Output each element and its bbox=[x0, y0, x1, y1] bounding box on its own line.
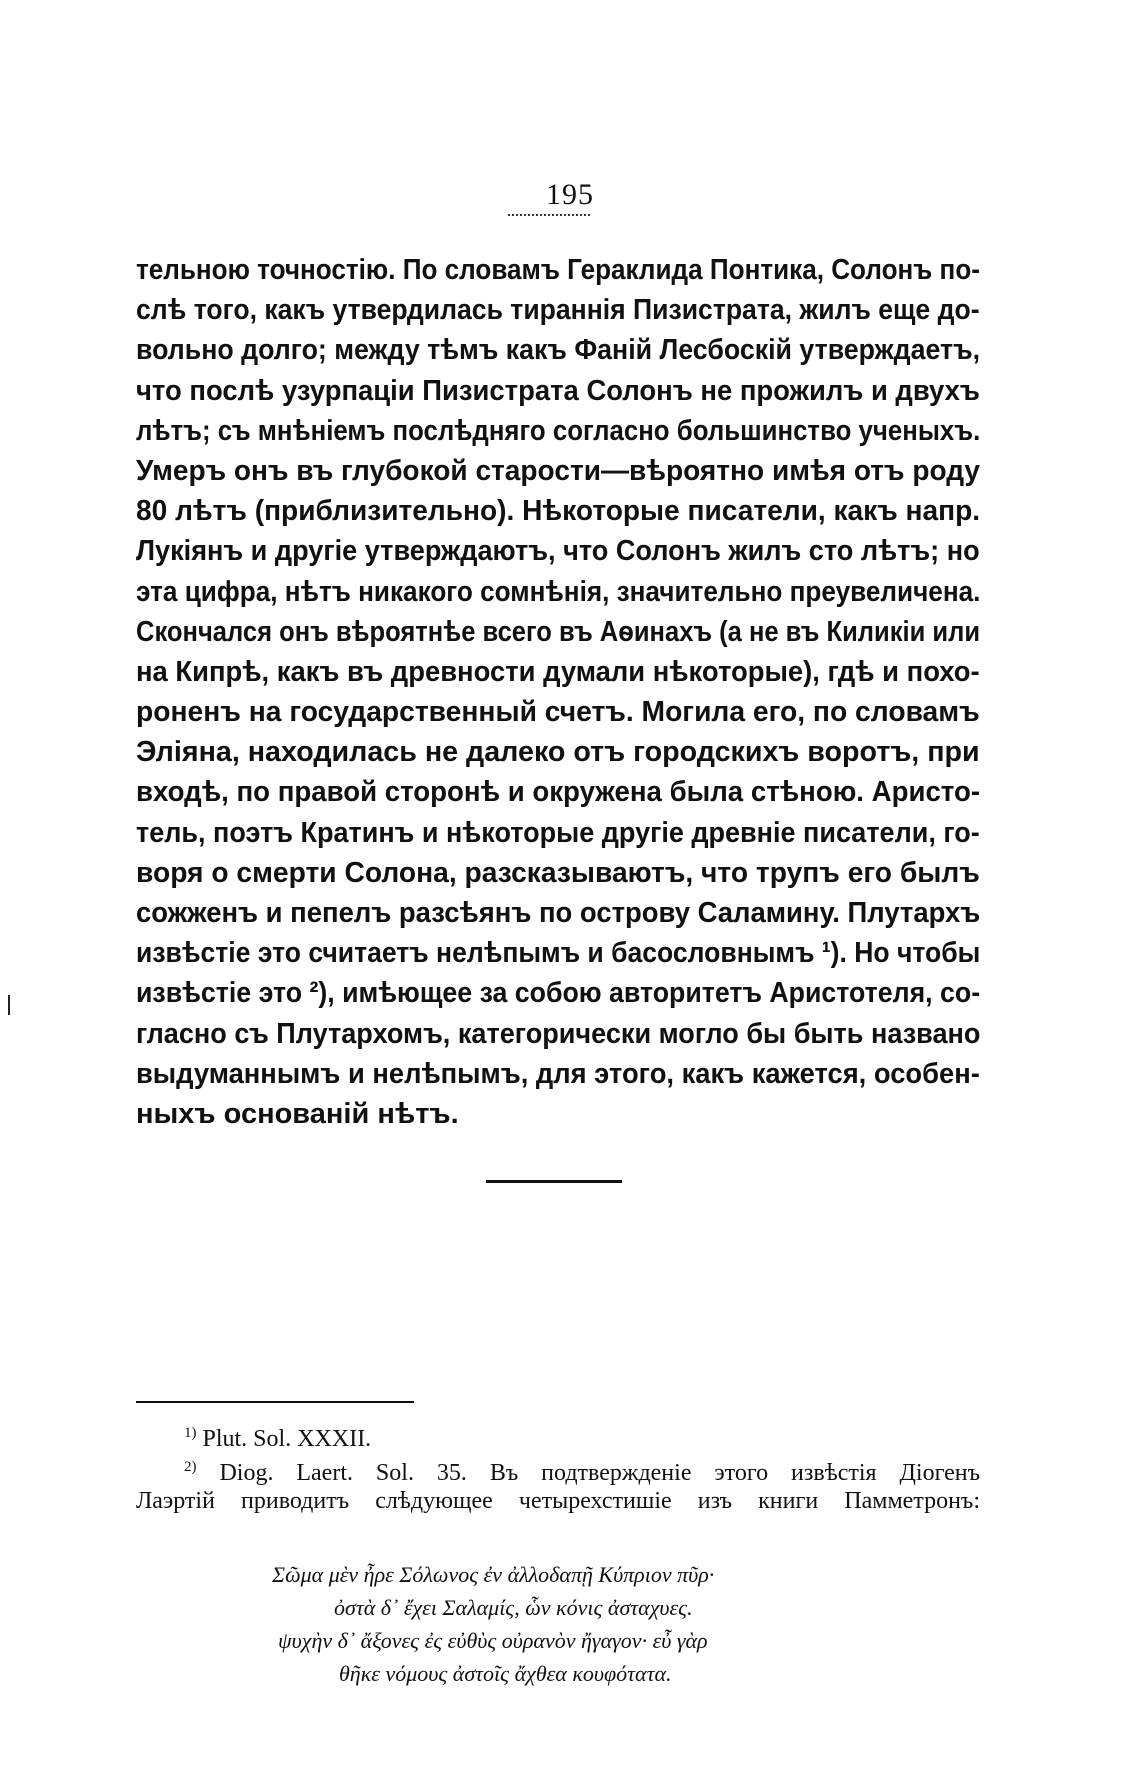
footnote-2-line-2: Лаэртій приводитъ слѣдующее четырехстишіе изъ книги Памметронъ: bbox=[136, 1488, 980, 1514]
body-line: сожженъ и пепелъ разсѣянъ по острову Саламину. Плутархъ bbox=[136, 897, 981, 929]
body-line: слѣ того, какъ утвердилась тираннія Пизистрата, жилъ еще до- bbox=[136, 294, 980, 327]
footnote-2-line-1 bbox=[136, 1450, 980, 1484]
greek-quotation bbox=[136, 1558, 980, 1690]
body-line: входѣ, по правой сторонѣ и окружена была стѣною. Аристо- bbox=[136, 776, 981, 809]
body-line: выдуманнымъ и нелѣпымъ, для этого, какъ кажется, особен- bbox=[136, 1057, 980, 1090]
body-line: роненъ на государственный счетъ. Могила его, по словамъ bbox=[136, 696, 980, 729]
section-end-rule bbox=[486, 1180, 622, 1183]
body-line: Скончался онъ вѣроятнѣе всего въ Аѳинахъ (а не въ Киликіи или bbox=[136, 615, 981, 648]
body-line: извѣстіе это считаетъ нелѣпымъ и басословнымъ ¹). Но чтобы bbox=[136, 937, 981, 970]
body-line: эта цифра, нѣтъ никакого сомнѣнія, значительно преувеличена. bbox=[136, 575, 981, 608]
footnote-separator bbox=[136, 1401, 414, 1403]
body-line: Эліяна, находилась не далеко отъ городскихъ воротъ, при bbox=[136, 736, 980, 769]
body-line: Лукіянъ и другіе утверждаютъ, что Солонъ жилъ сто лѣтъ; но bbox=[136, 535, 980, 568]
body-line: 80 лѣтъ (приблизительно). Нѣкоторые писатели, какъ напр. bbox=[136, 495, 981, 528]
body-line: Умеръ онъ въ глубокой старости—вѣроятно имѣя отъ роду bbox=[136, 454, 981, 487]
footnote-2-mark: 2) bbox=[184, 1459, 197, 1475]
footnotes bbox=[136, 1416, 980, 1518]
greek-verse: ὀστὰ δ᾽ ἔχει Σαλαμίς, ὧν κόνις ἀσταχυες. bbox=[334, 1595, 693, 1620]
body-line: тель, поэтъ Кратинъ и нѣкоторые другіе древніе писатели, го- bbox=[136, 816, 980, 849]
greek-verse: Σῶμα μὲν ἦρε Σόλωνος ἐν ἀλλοδαπῇ Κύπριον πῦρ· bbox=[272, 1562, 715, 1587]
body-line: ныхъ основаній нѣтъ. bbox=[136, 1097, 459, 1130]
body-line: гласно съ Плутархомъ, категорически могло бы быть названо bbox=[136, 1017, 981, 1050]
margin-mark bbox=[8, 995, 10, 1015]
body-line: что послѣ узурпаціи Пизистрата Солонъ не прожилъ и двухъ bbox=[136, 374, 980, 407]
body-line: лѣтъ; съ мнѣніемъ послѣдняго согласно большинство ученыхъ. bbox=[136, 414, 981, 447]
body-line: тельною точностію. По словамъ Гераклида Понтика, Солонъ по- bbox=[136, 254, 980, 286]
greek-verse: ψυχὴν δ᾽ ἄξονες ἐς εὐθὺς οὐρανὸν ἤγαγον· εὖ γὰρ bbox=[278, 1628, 708, 1653]
greek-verse: θῆκε νόμους ἀστοῖς ἄχθεα κουφότατα. bbox=[339, 1661, 672, 1686]
footnote-1 bbox=[136, 1416, 980, 1450]
body-line: вольно долго; между тѣмъ какъ Фаній Лесбоскій утверждаетъ, bbox=[136, 334, 981, 367]
page-number-ornament bbox=[508, 214, 590, 216]
body-line: извѣстіе это ²), имѣющее за собою авторитетъ Аристотеля, со- bbox=[136, 977, 981, 1010]
body-line: воря о смерти Солона, разсказываютъ, что трупъ его былъ bbox=[136, 856, 980, 889]
page-number: 195 bbox=[546, 178, 594, 211]
footnote-1-text: Plut. Sol. XXXII. bbox=[202, 1426, 372, 1452]
footnote-2-text: Diog. Laert. Sol. 35. Въ подтвержденіе этого извѣстія Діогенъ bbox=[219, 1460, 980, 1486]
body-line: на Кипрѣ, какъ въ древности думали нѣкоторые), гдѣ и похо- bbox=[136, 655, 980, 688]
body-text bbox=[136, 250, 980, 1134]
footnote-1-mark: 1) bbox=[184, 1425, 197, 1441]
